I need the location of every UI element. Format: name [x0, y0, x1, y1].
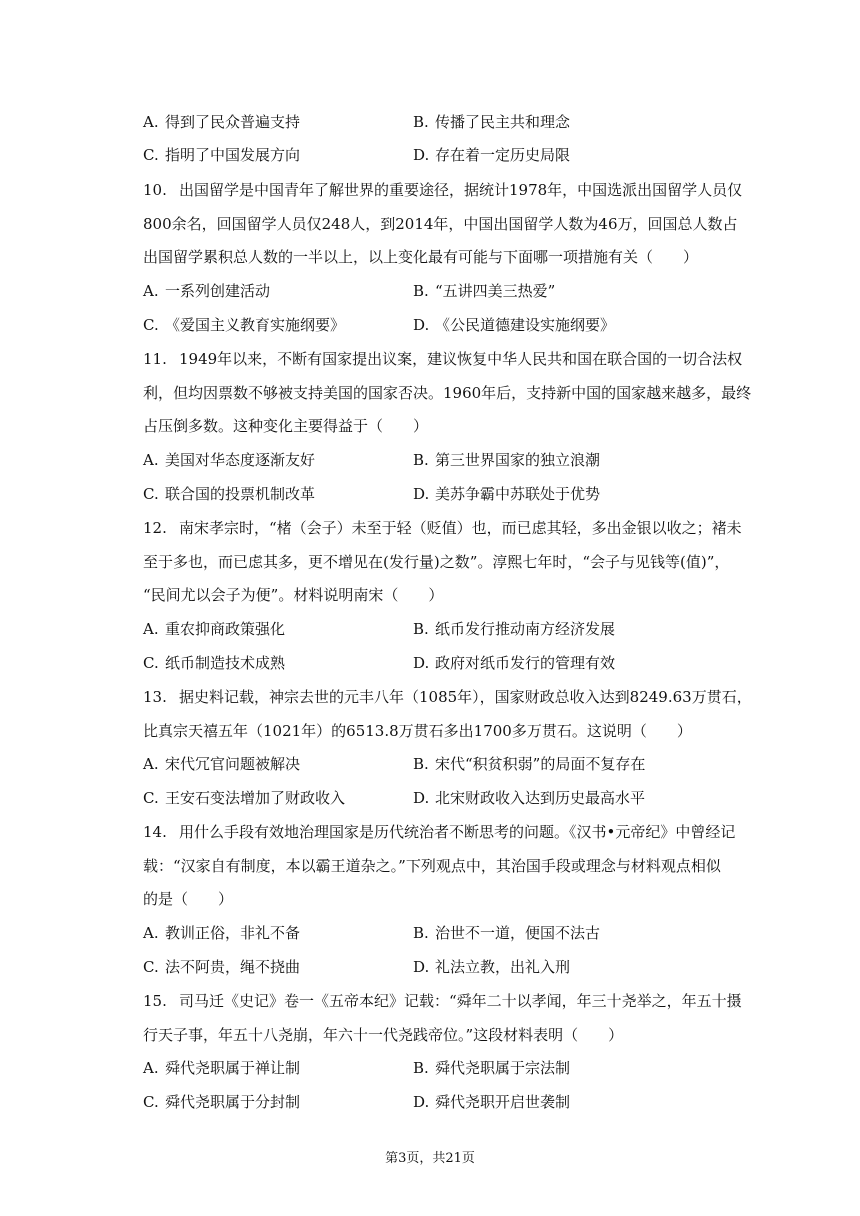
- option-b: B. “五讲四美三热爱”: [413, 282, 556, 300]
- question-stem-line: 15. 司马迁《史记》卷一《五帝本纪》记载：“舜年二十以孝闻，年三十尧举之，年五十摄: [143, 992, 742, 1010]
- page-footer: 第3页，共21页: [385, 1151, 475, 1166]
- option-a: A. 舜代尧职属于禅让制: [143, 1059, 301, 1077]
- option-a: A. 重农抑商政策强化: [143, 620, 286, 638]
- question-stem-line: 占压倒多数。这种变化主要得益于（ ）: [143, 417, 429, 435]
- option-c: C. 指明了中国发展方向: [143, 146, 301, 164]
- question-stem-line: 14. 用什么手段有效地治理国家是历代统治者不断思考的问题。《汉书•元帝纪》中曾经记: [143, 823, 736, 841]
- option-c: C. 法不阿贵，绳不挠曲: [143, 958, 301, 976]
- option-d: D. 舜代尧职开启世袭制: [413, 1093, 571, 1111]
- option-d: D. 《公民道德建设实施纲要》: [413, 316, 616, 334]
- question-stem-line: 利，但均因票数不够被支持美国的国家否决。1960年后，支持新中国的国家越来越多，最终: [143, 384, 752, 402]
- option-d: D. 北宋财政收入达到历史最高水平: [413, 789, 646, 807]
- question-stem-line: 至于多也，而已虑其多，更不增见在(发行量)之数”。淳熙七年时，“会子与见钱等(值)”，: [143, 553, 730, 571]
- option-c: C. 联合国的投票机制改革: [143, 485, 316, 503]
- option-a: A. 教训正俗，非礼不备: [143, 924, 301, 942]
- option-d: D. 存在着一定历史局限: [413, 146, 571, 164]
- option-c: C. 舜代尧职属于分封制: [143, 1093, 301, 1111]
- option-c: C. 王安石变法增加了财政收入: [143, 789, 346, 807]
- question-stem-line: 载：“汉家自有制度，本以霸王道杂之。”下列观点中，其治国手段或理念与材料观点相似: [143, 857, 721, 875]
- option-b: B. 传播了民主共和理念: [413, 113, 571, 131]
- question-stem-line: 的是（ ）: [143, 890, 234, 908]
- question-stem-line: “民间尤以会子为便”。材料说明南宋（ ）: [143, 586, 444, 604]
- option-a: A. 美国对华态度逐渐友好: [143, 451, 316, 469]
- option-c: C. 《爱国主义教育实施纲要》: [143, 316, 346, 334]
- question-stem-line: 12. 南宋孝宗时，“楮（会子）未至于轻（贬值）也，而已虑其轻，多出金银以收之；褚未: [143, 519, 742, 537]
- option-d: D. 礼法立教，出礼入刑: [413, 958, 571, 976]
- option-b: B. 治世不一道，便国不法古: [413, 924, 601, 942]
- question-stem-line: 10. 出国留学是中国青年了解世界的重要途径，据统计1978年，中国选派出国留学人员仅: [143, 181, 743, 199]
- option-b: B. 宋代“积贫积弱”的局面不复存在: [413, 755, 646, 773]
- option-d: D. 政府对纸币发行的管理有效: [413, 654, 616, 672]
- question-stem-line: 11. 1949年以来，不断有国家提出议案，建议恢复中华人民共和国在联合国的一切合法权: [143, 350, 743, 368]
- question-stem-line: 800余名，回国留学人员仅248人，到2014年，中国出国留学人数为46万，回国总人数占: [143, 215, 738, 233]
- question-stem-line: 13. 据史料记载，神宗去世的元丰八年（1085年），国家财政总收入达到8249.63万贯石，: [143, 688, 752, 706]
- option-b: B. 舜代尧职属于宗法制: [413, 1059, 571, 1077]
- option-a: A. 宋代冗官问题被解决: [143, 755, 301, 773]
- option-a: A. 一系列创建活动: [143, 282, 271, 300]
- option-b: B. 纸币发行推动南方经济发展: [413, 620, 616, 638]
- option-c: C. 纸币制造技术成熟: [143, 654, 286, 672]
- question-stem-line: 行天子事，年五十八尧崩，年六十一代尧践帝位。”这段材料表明（ ）: [143, 1026, 624, 1044]
- question-stem-line: 比真宗天禧五年（1021年）的6513.8万贯石多出1700多万贯石。这说明（ ）: [143, 722, 692, 740]
- option-a: A. 得到了民众普遍支持: [143, 113, 301, 131]
- option-b: B. 第三世界国家的独立浪潮: [413, 451, 601, 469]
- question-stem-line: 出国留学累积总人数的一半以上，以上变化最有可能与下面哪一项措施有关（ ）: [143, 248, 699, 266]
- option-d: D. 美苏争霸中苏联处于优势: [413, 485, 601, 503]
